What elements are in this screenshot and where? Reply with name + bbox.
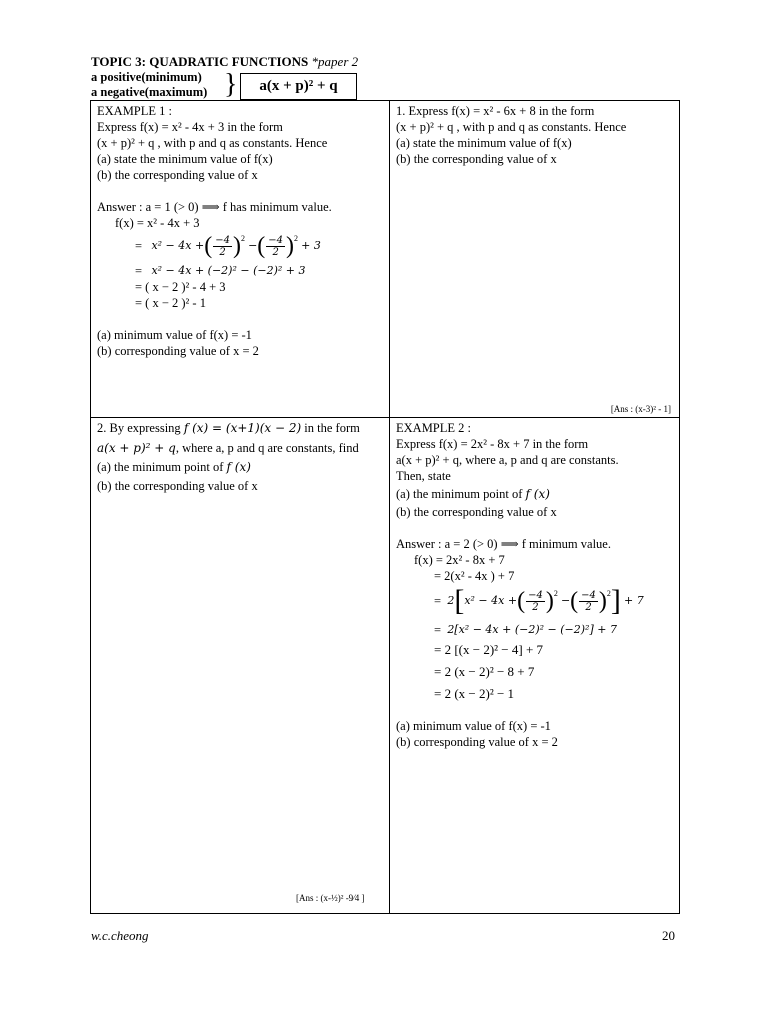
- exercise-grid: [90, 100, 680, 914]
- example-2-result-a: (a) minimum value of f(x) = -1: [396, 719, 551, 733]
- page-number: 20: [662, 928, 675, 943]
- example-2-question-line: a(x + p)² + q, where a, p and q are constants.: [396, 453, 619, 467]
- fraction: $\frac{-4}{2}$: [268, 234, 284, 258]
- example-2-step: = 2 [ x² − 4x + ( $\frac{-4}{2}$ ) $^2$ − ( $\frac{-4}{2}$ ) $^2$ ] + 7: [434, 584, 644, 617]
- example-2-step: = 2(x² - 4x ) + 7: [434, 569, 515, 583]
- example-1-step: = x² − 4x + ( $\frac{-4}{2}$ ) $^2$ − ( $\frac{-4}{2}$ ) $^2$ + 3: [135, 233, 321, 259]
- example-2-step: = 2 (x − 2)² − 1: [434, 686, 515, 701]
- paper-label: *paper 2: [311, 54, 359, 69]
- example-1-part-b: (b) the corresponding value of x: [97, 168, 258, 182]
- example-1-step: f(x) = x² - 4x + 3: [115, 216, 200, 230]
- positive-label: a positive(minimum): [91, 70, 202, 84]
- example-2-question-line: Express f(x) = 2x² - 8x + 7 in the form: [396, 437, 589, 451]
- footer-author: w.c.cheong: [91, 928, 149, 943]
- example-2-step: = 2 (x − 2)² − 8 + 7: [434, 664, 535, 679]
- question-2-cell: [97, 420, 383, 494]
- example-1-step: = ( x − 2 )² - 4 + 3: [135, 280, 226, 294]
- question-2-line: a(x + p)² + q, where a, p and q are constants, find: [97, 441, 359, 455]
- topic-text: TOPIC 3: QUADRATIC FUNCTIONS: [91, 54, 309, 69]
- example-1-title: EXAMPLE 1 :: [97, 104, 172, 118]
- example-2-answer-intro: Answer : a = 2 (> 0) ⟹ f minimum value.: [396, 537, 611, 551]
- example-1-question-line: Express f(x) = x² - 4x + 3 in the form: [97, 120, 283, 134]
- example-2-part-b: (b) the corresponding value of x: [396, 505, 557, 519]
- example-2-step: = 2[x² − 4x + (−2)² − (−2)²] + 7: [434, 623, 617, 637]
- question-1-part-a: (a) state the minimum value of f(x): [396, 136, 572, 150]
- example-1-step: = x² − 4x + (−2)² − (−2)² + 3: [135, 264, 306, 278]
- fraction: $\frac{-4}{2}$: [528, 589, 543, 613]
- sign-labels: [91, 70, 207, 100]
- equals-sign: =: [135, 239, 143, 253]
- example-1-result-b: (b) corresponding value of x = 2: [97, 344, 259, 358]
- example-2-cell: [396, 420, 676, 750]
- row-divider: [91, 417, 679, 418]
- example-2-step: f(x) = 2x² - 8x + 7: [414, 553, 505, 567]
- fraction: $\frac{-4}{2}$: [215, 234, 230, 258]
- example-1-question-line: (x + p)² + q , with p and q as constants. Hence: [97, 136, 328, 150]
- fraction: $\frac{-4}{2}$: [581, 589, 596, 613]
- negative-label: a negative(maximum): [91, 85, 208, 99]
- question-2-answer-key: [Ans : (x-½)² -9⁄4 ]: [296, 893, 365, 903]
- question-1-cell: [396, 103, 676, 167]
- question-1-answer-key: [Ans : (x-3)² - 1]: [610, 404, 671, 414]
- example-2-title: EXAMPLE 2 :: [396, 421, 471, 435]
- example-1-part-a: (a) state the minimum value of f(x): [97, 152, 273, 166]
- question-1-line: 1. Express f(x) = x² - 6x + 8 in the form: [396, 104, 595, 118]
- question-1-part-b: (b) the corresponding value of x: [396, 152, 557, 166]
- example-2-step: = 2 [(x − 2)² − 4] + 7: [434, 642, 544, 657]
- example-2-part-a: (a) the minimum point of f (x): [396, 487, 550, 501]
- example-1-step: = ( x − 2 )² - 1: [135, 296, 206, 310]
- math-term: x² − 4x +: [151, 239, 205, 252]
- brace-symbol: }: [224, 69, 238, 100]
- column-divider: [389, 101, 390, 913]
- example-2-question-line: Then, state: [396, 469, 451, 483]
- example-1-cell: [97, 103, 383, 359]
- vertex-form-box: a(x + p)² + q: [240, 73, 357, 100]
- example-2-result-b: (b) corresponding value of x = 2: [396, 735, 558, 749]
- question-1-line: (x + p)² + q , with p and q as constants. Hence: [396, 120, 627, 134]
- example-1-result-a: (a) minimum value of f(x) = -1: [97, 328, 252, 342]
- question-2-line: 2. By expressing f (x) = (x+1)(x − 2) in the form: [97, 421, 360, 435]
- topic-title: [91, 54, 358, 70]
- question-2-part-b: (b) the corresponding value of x: [97, 479, 258, 493]
- question-2-part-a: (a) the minimum point of f (x): [97, 460, 251, 474]
- example-1-answer-intro: Answer : a = 1 (> 0) ⟹ f has minimum value.: [97, 200, 332, 214]
